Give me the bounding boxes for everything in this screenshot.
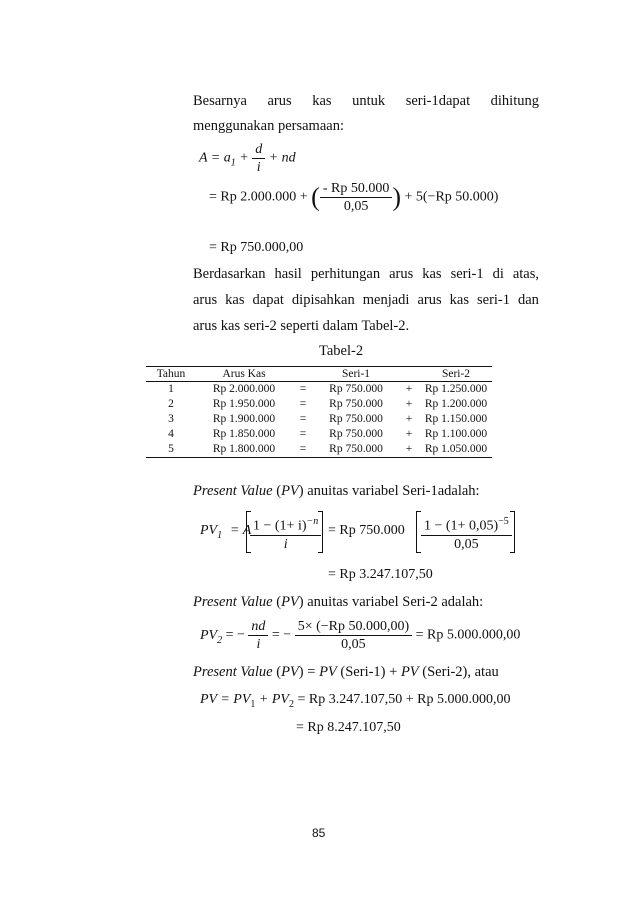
word: Besarnya [193, 93, 247, 109]
fraction-pv1-values: $\frac{1 - (1+ 0,05)^{-5}}{0,05}$ [421, 513, 512, 553]
table-row: 2 Rp 1.950.000 = Rp 750.000 + Rp 1.200.000 [168, 398, 488, 410]
table-tabel-2 [146, 366, 492, 458]
table-row: 3 Rp 1.900.000 = Rp 750.000 + Rp 1.150.000 [168, 413, 488, 425]
equation-result-1: = Rp 750.000,00 [209, 240, 304, 255]
table-row: 4 Rp 1.850.000 = Rp 750.000 + Rp 1.100.000 [168, 428, 488, 440]
body-line-2: arus kas dapat dipisahkan menjadi arus kas seri-1 dan [193, 292, 539, 308]
table-row: 5 Rp 1.800.000 = Rp 750.000 + Rp 1.050.000 [146, 442, 492, 458]
word: seri-1dapat [405, 93, 471, 109]
table-row: 1 Rp 2.000.000 = Rp 750.000 + Rp 1.250.000 [168, 383, 488, 395]
table-header-row: Tahun Arus Kas Seri-1 Seri-2 [146, 367, 492, 382]
pv1-intro: Present Value (PV) anuitas variabel Seri-1adalah: [193, 483, 480, 499]
fraction-pv1-formula: $\frac{1 - (1+ i)^{-n}}{i}$ [250, 513, 321, 553]
word: dihitung [490, 93, 539, 109]
table-caption: Tabel-2 [319, 343, 364, 359]
body-line-3: arus kas seri-2 seperti dalam Tabel-2. [193, 318, 410, 334]
pv2-intro: Present Value (PV) anuitas variabel Seri-2 adalah: [193, 594, 484, 610]
body-line-1: Berdasarkan hasil perhitungan arus kas seri-1 di atas, [193, 266, 539, 282]
pv1-result: = Rp 3.247.107,50 [328, 567, 433, 582]
word: kas [312, 93, 332, 109]
fraction-step1: $\frac{- Rp 50.000}{0,05}$ [320, 180, 393, 215]
word: untuk [352, 93, 386, 109]
fraction-pv2-values: $\frac{5\times (-Rp 50.000,00)}{0,05}$ [295, 618, 412, 653]
intro-line-2: menggunakan persamaan: [193, 118, 344, 134]
equation-pv-total: PV = $PV_1 + PV_2 = Rp$ 3.247.107,50 + Rp 5.000.000,00 [200, 692, 511, 710]
page-number: 85 [312, 826, 326, 840]
word: arus [267, 93, 292, 109]
equation-annuity-base: $A = a_1$ + $\frac{d}{i}$ + nd [199, 142, 296, 175]
pv-total-intro: Present Value (PV) = PV (Seri-1) + PV (Seri-2), atau [193, 664, 499, 680]
fraction-nd-over-i: $\frac{nd}{i}$ [248, 618, 268, 653]
intro-line-1 [193, 93, 539, 110]
equation-pv2: $PV_2$ = − $\frac{nd}{i}$ = − $\frac{5\times (-Rp 50.000,00)}{0,05}$ = Rp 5.000.000,00 [200, 619, 521, 652]
pv-total-result: = Rp 8.247.107,50 [296, 720, 401, 735]
equation-step-1: = Rp 2.000.000 + ( $\frac{- Rp 50.000}{0,05}$ ) + 5(−Rp 50.000) [209, 181, 499, 214]
fraction-d-over-i: $\frac{d}{i}$ [252, 141, 265, 176]
